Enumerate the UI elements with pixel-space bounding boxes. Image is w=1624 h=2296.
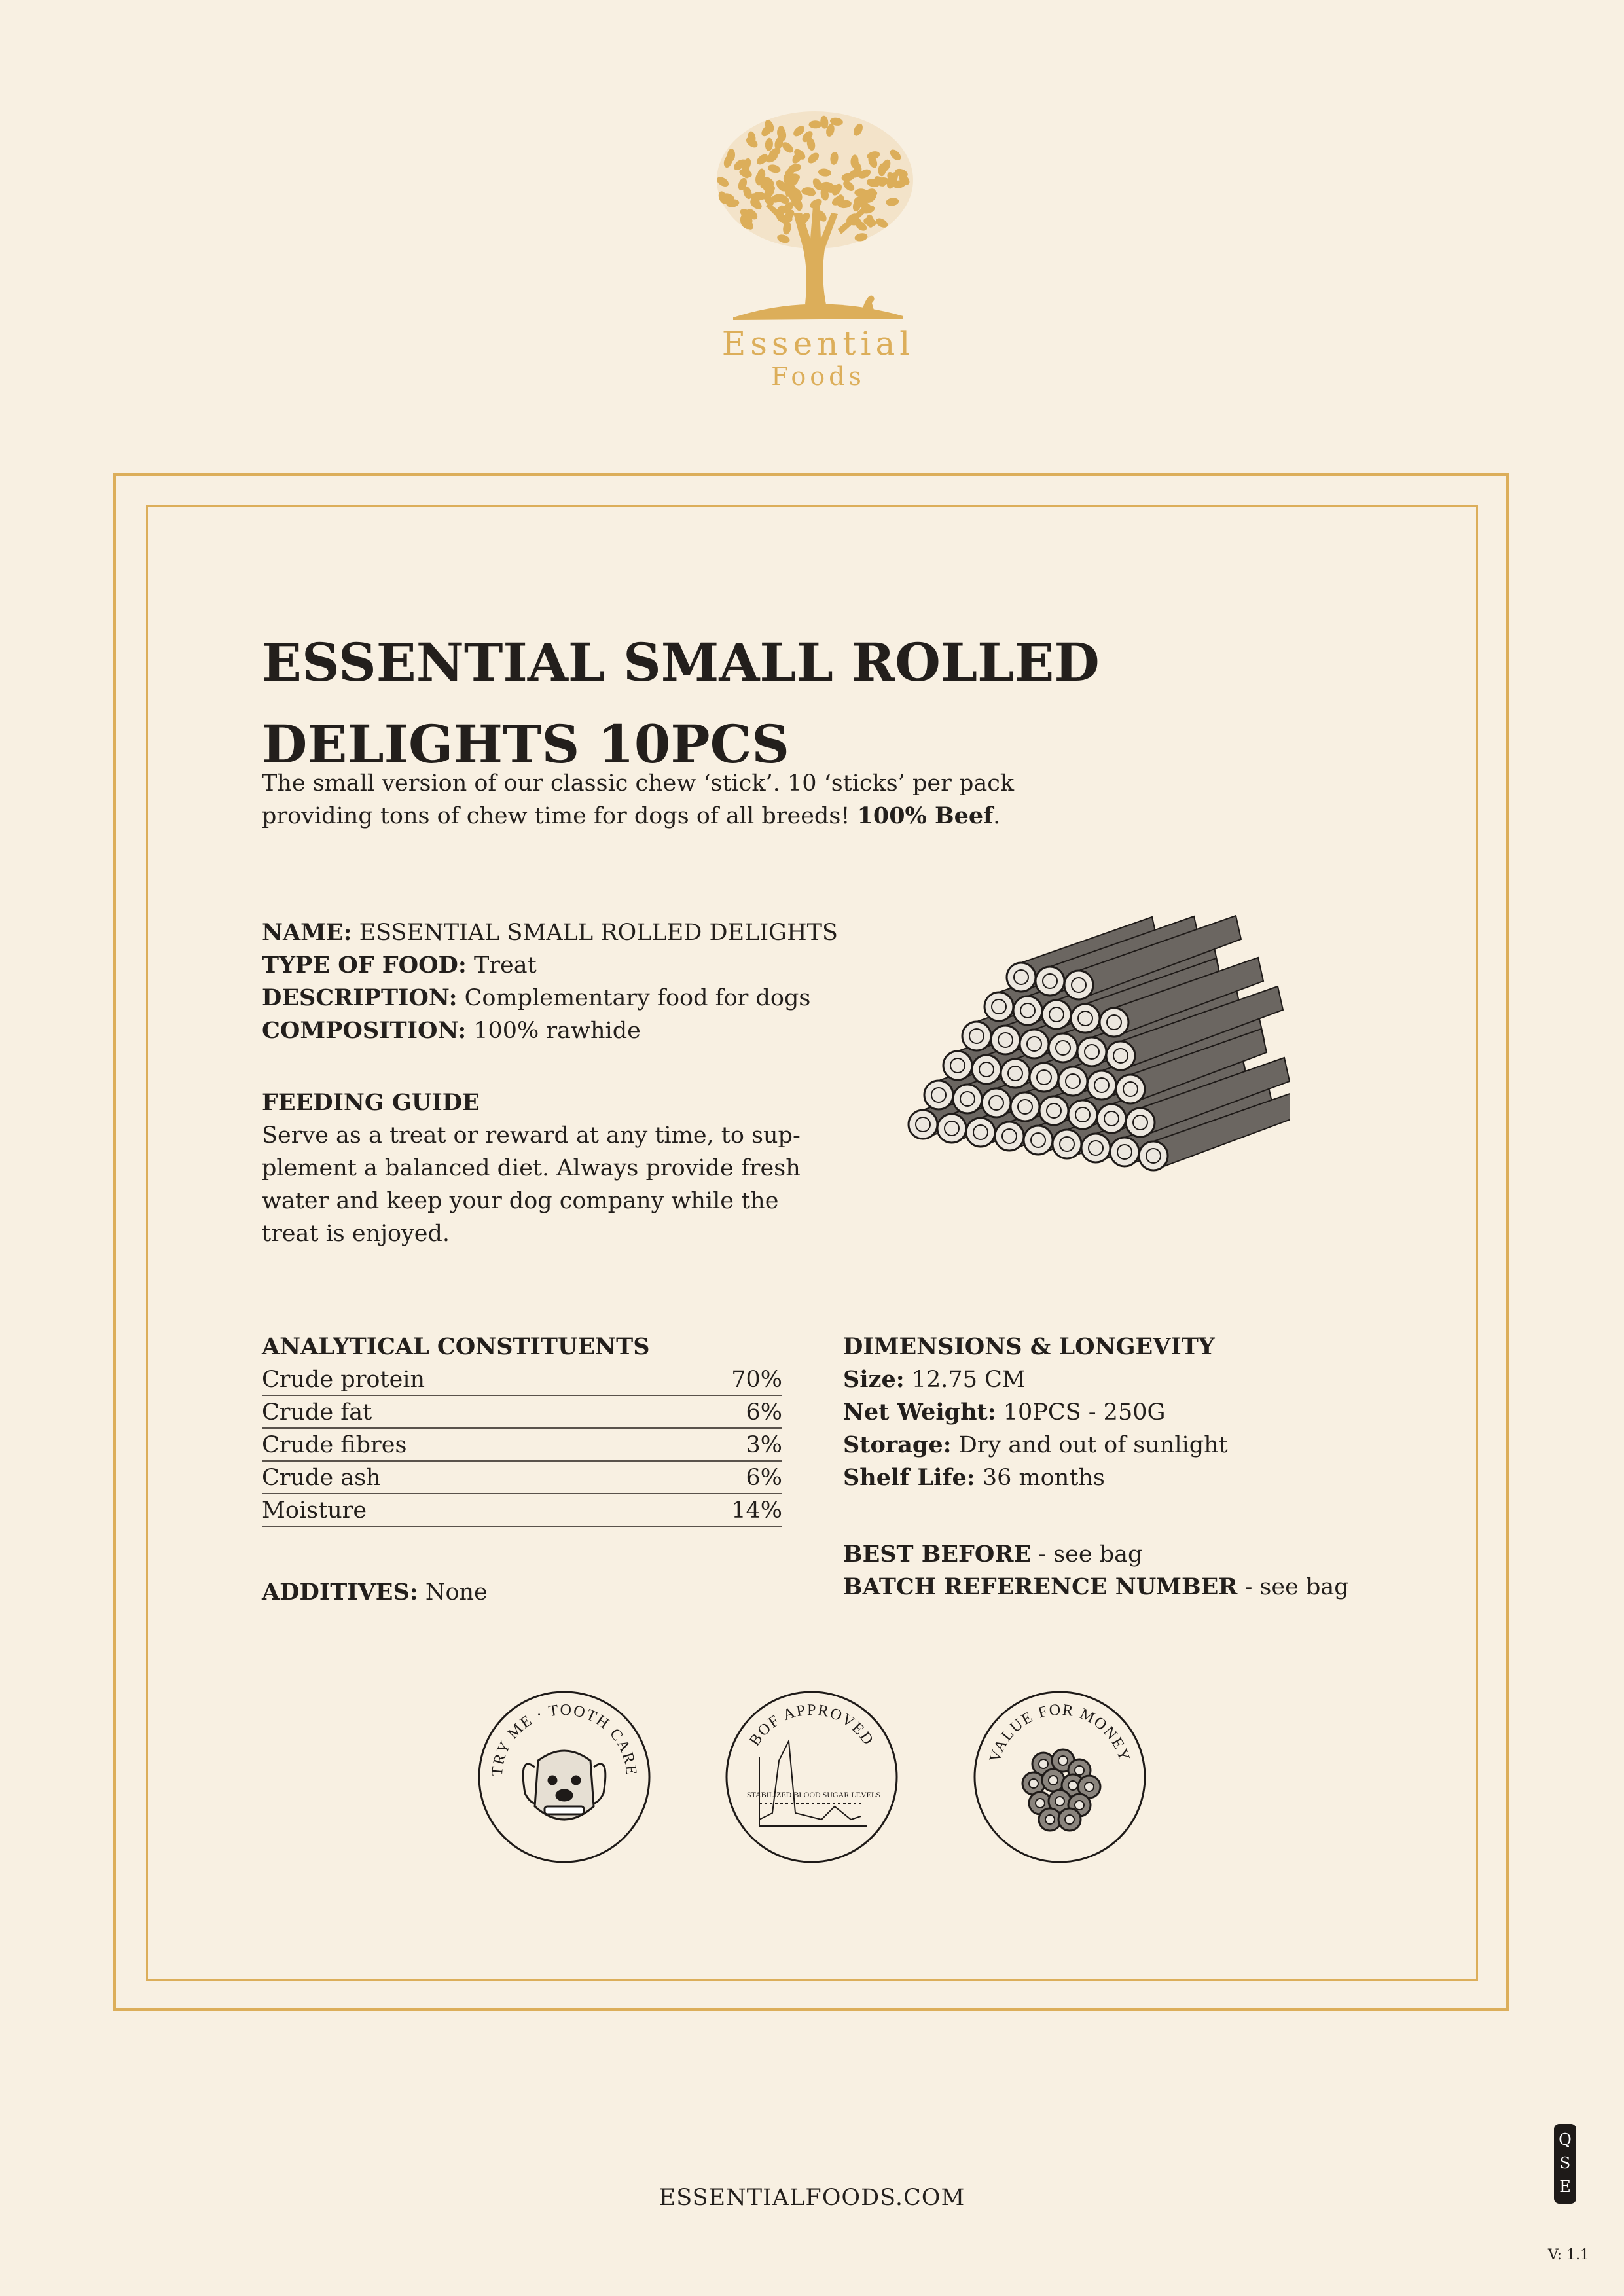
batch-reference [843,1571,1498,1604]
badge-bof-approved [723,1689,900,1865]
additives-label: ADDITIVES: [262,1579,418,1605]
constituent-value: 6% [746,1465,782,1491]
info-value: Complementary food for dogs [457,985,811,1011]
table-row [262,1429,782,1462]
analytical-heading: ANALYTICAL CONSTITUENTS [262,1333,650,1360]
version-label: V: 1.1 [1547,2247,1589,2263]
info-value: 100% rawhide [466,1018,641,1044]
product-title [262,622,1309,785]
table-row [262,1494,782,1527]
brand-name: Essential [721,325,915,363]
chart-caption: STABILIZED BLOOD SUGAR LEVELS [746,1790,881,1799]
additives-value: None [418,1579,488,1605]
feeding-line: treat is enjoyed. [262,1221,450,1247]
info-value: ESSENTIAL SMALL ROLLED DELIGHTS [352,920,838,946]
info-label: NAME: [262,919,352,946]
product-intro [262,767,1113,833]
badge-value-for-money [971,1689,1148,1865]
batch-label: BATCH REFERENCE NUMBER [843,1573,1238,1600]
tree-logo-icon [707,108,923,324]
dimension-label: Storage: [843,1431,952,1458]
dimensions-heading: DIMENSIONS & LONGEVITY [843,1333,1215,1360]
constituent-name: Crude protein [262,1367,425,1393]
intro-end: . [993,803,1001,829]
constituent-name: Crude fibres [262,1432,407,1458]
brand-subname: Foods [771,362,865,391]
feeding-text [262,1119,851,1250]
intro-bold: 100% Beef [857,802,994,829]
badge-tooth-care [476,1689,653,1865]
feeding-line: plement a balanced diet. Always provide fresh [262,1155,801,1181]
info-label: DESCRIPTION: [262,984,458,1011]
dimension-label: Size: [843,1366,905,1393]
title-line-1: ESSENTIAL SMALL ROLLED [262,632,1100,693]
dimension-item [843,1462,1432,1494]
constituent-value: 6% [746,1399,782,1426]
dimension-item [843,1429,1432,1462]
best-before-value: - see bag [1031,1541,1143,1568]
qse-letter: S [1559,2154,1571,2172]
dimension-value: Dry and out of sunlight [951,1432,1228,1458]
feeding-line: Serve as a treat or reward at any time, to sup- [262,1122,801,1149]
dimension-label: Shelf Life: [843,1464,975,1491]
table-row [262,1396,782,1429]
website-link[interactable]: ESSENTIALFOODS.COM [659,2185,965,2211]
info-value: Treat [466,952,537,978]
constituent-name: Crude fat [262,1399,372,1426]
qse-letter: Q [1559,2130,1572,2149]
best-before-label: BEST BEFORE [843,1541,1032,1568]
info-description [262,982,916,1014]
constituent-value: 3% [746,1432,782,1458]
constituent-name: Moisture [262,1498,367,1524]
table-row [262,1363,782,1396]
qse-letter: E [1559,2178,1571,2196]
feeding-line: water and keep your dog company while the [262,1188,779,1214]
info-composition [262,1014,916,1047]
batch-value: - see bag [1237,1574,1349,1600]
badge-text: VALUE FOR MONEY [986,1701,1134,1765]
feeding-heading: FEEDING GUIDE [262,1089,480,1116]
analytical-constituents [262,1331,782,1527]
constituent-name: Crude ash [262,1465,381,1491]
badge-text: BOF APPROVED [746,1701,877,1749]
qse-tag [1554,2124,1576,2204]
product-info-list [262,916,916,1047]
dimension-value: 12.75 CM [904,1367,1026,1393]
dimension-value: 10PCS - 250G [996,1399,1166,1426]
info-type [262,949,916,982]
intro-text: The small version of our classic chew ‘stick’. 10 ‘sticks’ per pack providing tons of chew time for dogs of all breeds! [262,770,1015,829]
info-label: COMPOSITION: [262,1017,467,1044]
dimension-value: 36 months [975,1465,1105,1491]
info-label: TYPE OF FOOD: [262,952,467,978]
constituent-value: 14% [731,1498,782,1524]
dimensions-longevity [843,1331,1432,1494]
info-name [262,916,916,949]
feeding-guide [262,1086,916,1250]
rolled-sticks-illustration [897,915,1290,1229]
best-before-batch [843,1538,1498,1604]
constituent-value: 70% [731,1367,782,1393]
additives [262,1576,488,1609]
title-line-2: DELIGHTS 10PCS [262,713,790,775]
dimension-item [843,1396,1432,1429]
best-before [843,1538,1498,1571]
dimension-item [843,1363,1432,1396]
table-row [262,1462,782,1494]
badge-text: TRY ME · TOOTH CARE [488,1701,640,1777]
dimension-label: Net Weight: [843,1399,996,1426]
